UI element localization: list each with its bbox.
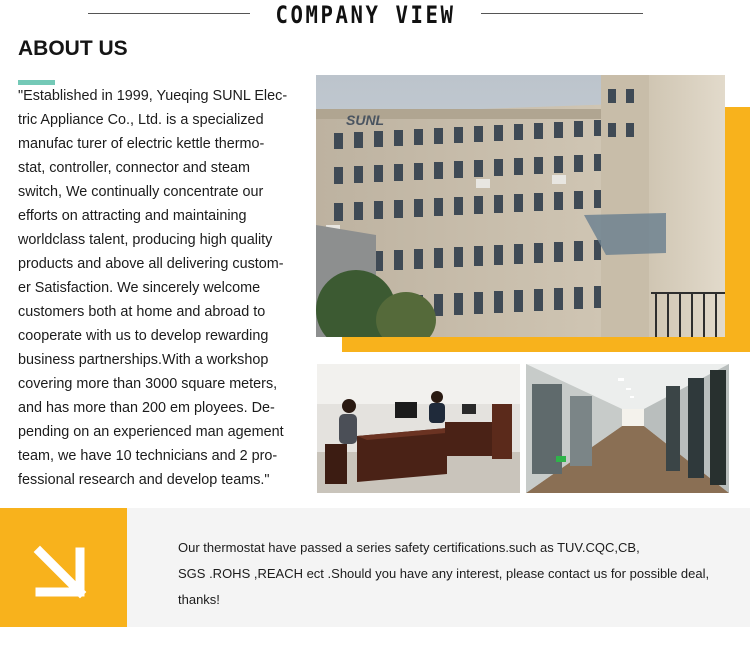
certification-text: [178, 535, 738, 613]
certification-line: SGS .ROHS ,REACH ect .Should you have any interest, please contact us for possible deal,: [178, 566, 710, 581]
arrow-down-right-icon: [0, 508, 127, 627]
section-title: COMPANY VIEW: [275, 1, 456, 29]
arrow-box: [0, 508, 127, 627]
corridor-photo: [526, 364, 729, 493]
office-photo: [317, 364, 520, 493]
building-sign-text: SUNL: [346, 112, 385, 128]
header-divider-left: [88, 13, 250, 14]
about-paragraph: "Established in 1999, Yueqing SUNL Elec- tric Appliance Co., Ltd. is a specialized manufac turer of electric kettle thermo- stat, controller, connector and steam switch, We continually concentrate our efforts on attracting and maintaining worldclass talent, producing high quality products and above all delivering custom- er Satisfaction. We sincerely welcome customers both at home and abroad to cooperate with us to develop rewarding business partnerships.With a workshop covering more than 3000 square meters, and has more than 200 em ployees. De- pending on an experienced man agement team, we have 10 technicians and 2 pro- fessional research and develop teams.": [18, 88, 288, 488]
about-heading: ABOUT US: [18, 37, 128, 60]
certification-line: Our thermostat have passed a series safety certifications.such as TUV.CQC,CB,: [178, 540, 640, 555]
certification-line: thanks!: [178, 592, 220, 607]
header-divider-right: [481, 13, 643, 14]
building-photo: [316, 75, 725, 337]
